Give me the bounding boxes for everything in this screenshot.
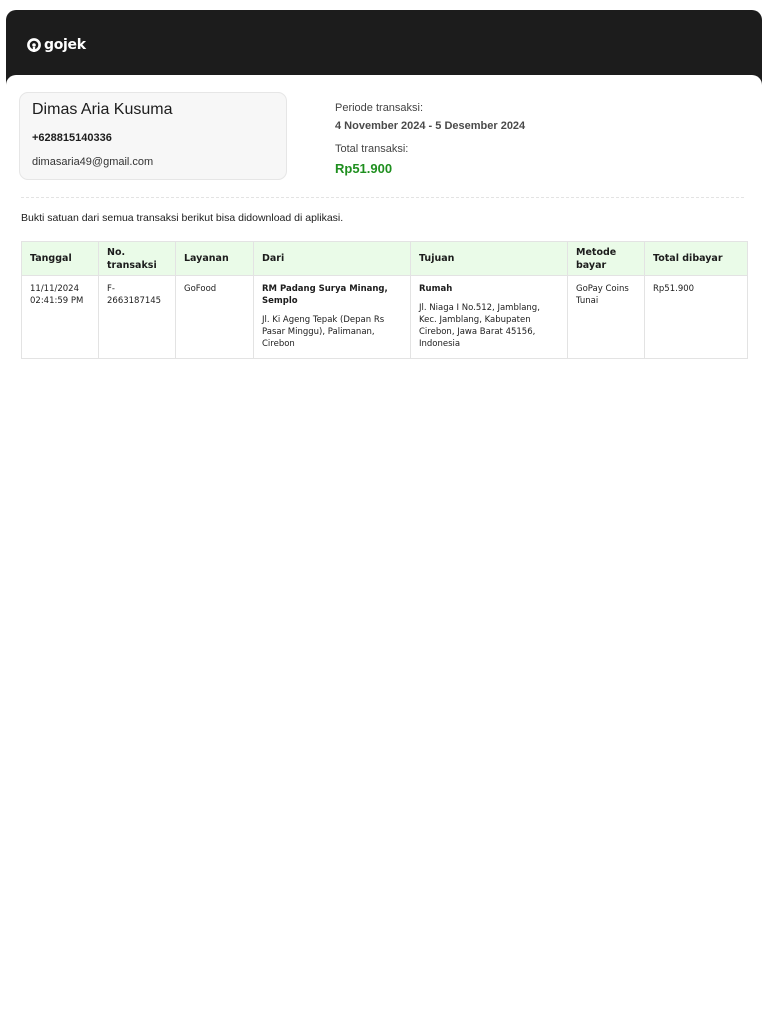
table-row [22, 276, 748, 359]
to-name: Rumah [419, 284, 453, 294]
cell-to [411, 276, 568, 359]
column-header-payment-method: Metode bayar [568, 242, 645, 276]
period-value: 4 November 2024 - 5 Desember 2024 [335, 120, 526, 132]
from-name: RM Padang Surya Minang, Semplo [262, 284, 388, 306]
brand-name: gojek [44, 37, 86, 53]
gojek-logo-icon [27, 38, 41, 52]
column-header-to: Tujuan [411, 242, 568, 276]
customer-name: Dimas Aria Kusuma [32, 101, 173, 118]
transactions-table [21, 241, 748, 359]
gojek-logo [27, 37, 86, 53]
total-label: Total transaksi: [335, 143, 409, 155]
customer-card [19, 92, 287, 180]
customer-email: dimasaria49@gmail.com [32, 156, 154, 168]
cell-date [22, 276, 99, 359]
column-header-transaction-no: No. transaksi [99, 242, 176, 276]
cell-payment-method: GoPay Coins Tunai [568, 276, 645, 359]
to-address: Jl. Niaga I No.512, Jamblang, Kec. Jamblang, Kabupaten Cirebon, Jawa Barat 45156, Indonesia [419, 303, 540, 349]
column-header-service: Layanan [176, 242, 254, 276]
period-label: Periode transaksi: [335, 102, 424, 114]
transaction-time: 02:41:59 PM [30, 296, 84, 306]
cell-from [254, 276, 411, 359]
column-header-total-paid: Total dibayar [645, 242, 748, 276]
total-value: Rp51.900 [335, 161, 393, 176]
customer-phone: +628815140336 [32, 132, 112, 144]
from-address: Jl. Ki Ageng Tepak (Depan Rs Pasar Minggu), Palimanan, Cirebon [262, 315, 385, 349]
section-divider [21, 197, 744, 198]
column-header-date: Tanggal [22, 242, 99, 276]
transaction-date: 11/11/2024 [30, 284, 79, 294]
column-header-from: Dari [254, 242, 411, 276]
cell-service: GoFood [176, 276, 254, 359]
cell-total-paid: Rp51.900 [645, 276, 748, 359]
table-header-row [22, 242, 748, 276]
download-note: Bukti satuan dari semua transaksi berikut bisa didownload di aplikasi. [21, 212, 344, 224]
cell-transaction-no: F-2663187145 [99, 276, 176, 359]
